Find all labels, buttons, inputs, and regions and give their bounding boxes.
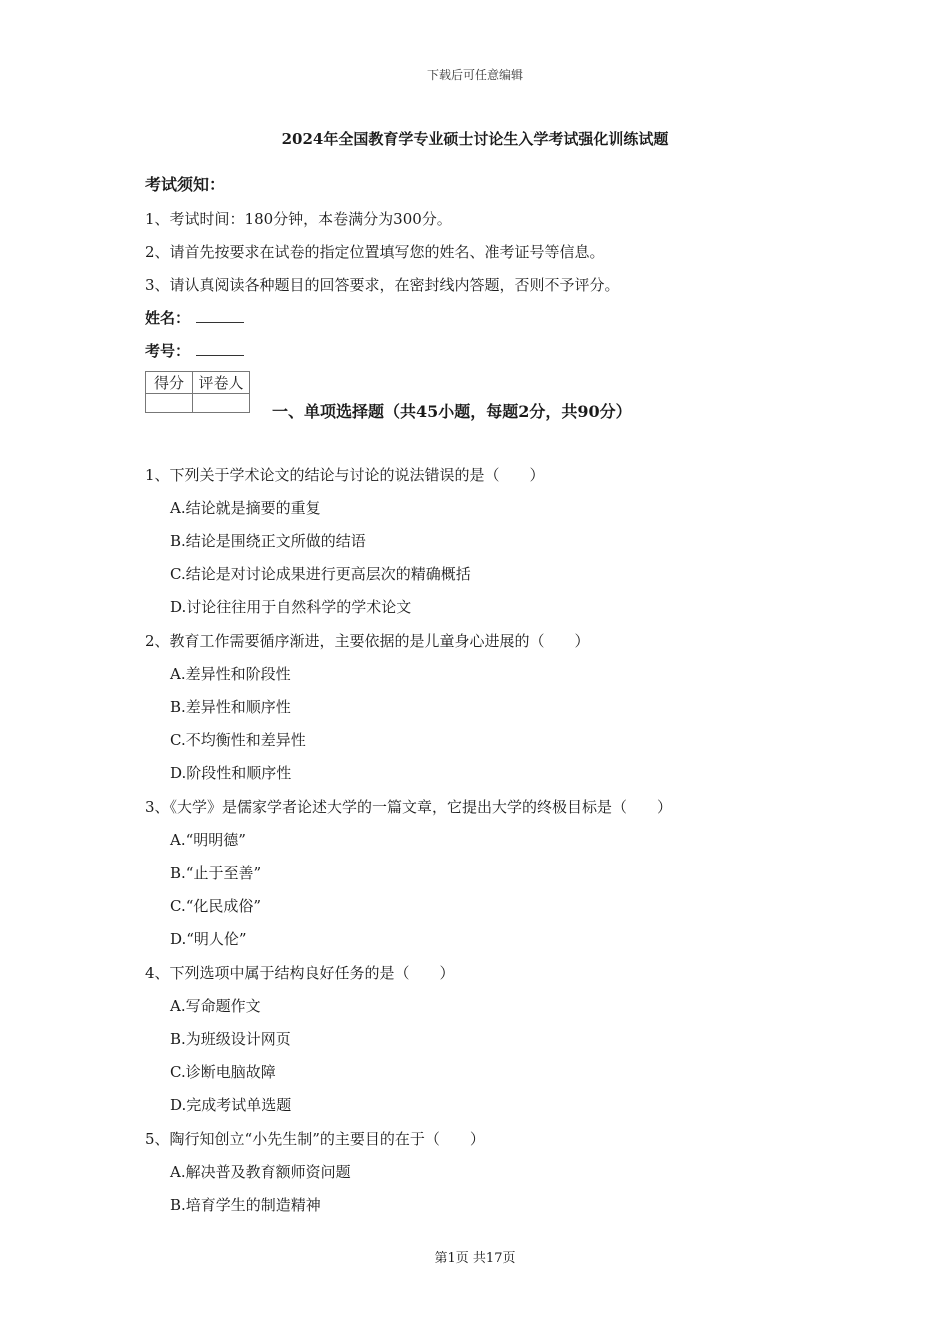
question-option: A.写命题作文 [170,997,261,1015]
question-option: C.结论是对讨论成果进行更高层次的精确概括 [170,565,471,583]
name-blank [196,308,244,323]
question-stem: 2、教育工作需要循序渐进，主要依据的是儿童身心进展的（ ） [145,632,590,650]
question-option: B.培育学生的制造精神 [170,1196,321,1214]
question-option: A.“明明德” [170,831,246,849]
notice-item: 3、请认真阅读各种题目的回答要求，在密封线内答题，否则不予评分。 [145,276,620,294]
question-stem: 4、下列选项中属于结构良好任务的是（ ） [145,964,455,982]
grader-header: 评卷人 [193,372,250,394]
question-stem: 3、《大学》是儒家学者论述大学的一篇文章，它提出大学的终极目标是（ ） [145,798,673,816]
question-option: C.诊断电脑故障 [170,1063,276,1081]
name-field [145,307,244,328]
page-footer: 第1页 共17页 [434,1251,516,1266]
question-option: D.完成考试单选题 [170,1096,292,1114]
question-option: B.结论是围绕正文所做的结语 [170,532,366,550]
question-stem: 1、下列关于学术论文的结论与讨论的说法错误的是（ ） [145,466,545,484]
section-title: 一、单项选择题（共45小题，每题2分，共90分） [272,402,632,421]
notice-item: 1、考试时间：180分钟，本卷满分为300分。 [145,210,452,228]
question-stem: 5、陶行知创立“小先生制”的主要目的在于（ ） [145,1130,485,1148]
question-option: D.“明人伦” [170,930,247,948]
header-note: 下载后可任意编辑 [426,68,523,82]
notice-heading: 考试须知： [145,175,226,194]
notice-item: 2、请首先按要求在试卷的指定位置填写您的姓名、准考证号等信息。 [145,243,605,261]
id-blank [196,341,244,356]
question-option: A.差异性和阶段性 [170,665,291,683]
question-option: B.为班级设计网页 [170,1030,291,1048]
question-option: C.不均衡性和差异性 [170,731,306,749]
question-option: A.结论就是摘要的重复 [170,499,321,517]
question-option: B.“止于至善” [170,864,262,882]
score-table [145,371,250,413]
score-header: 得分 [146,372,193,394]
document-title: 2024年全国教育学专业硕士讨论生入学考试强化训练试题 [281,130,669,148]
id-label: 考号： [145,342,191,360]
question-option: D.讨论往往用于自然科学的学术论文 [170,598,412,616]
question-option: B.差异性和顺序性 [170,698,291,716]
question-option: A.解决普及教育额师资问题 [170,1163,351,1181]
question-option: C.“化民成俗” [170,897,262,915]
score-cell [146,394,193,413]
grader-cell [193,394,250,413]
question-option: D.阶段性和顺序性 [170,764,292,782]
id-field [145,340,244,361]
name-label: 姓名： [145,309,191,327]
